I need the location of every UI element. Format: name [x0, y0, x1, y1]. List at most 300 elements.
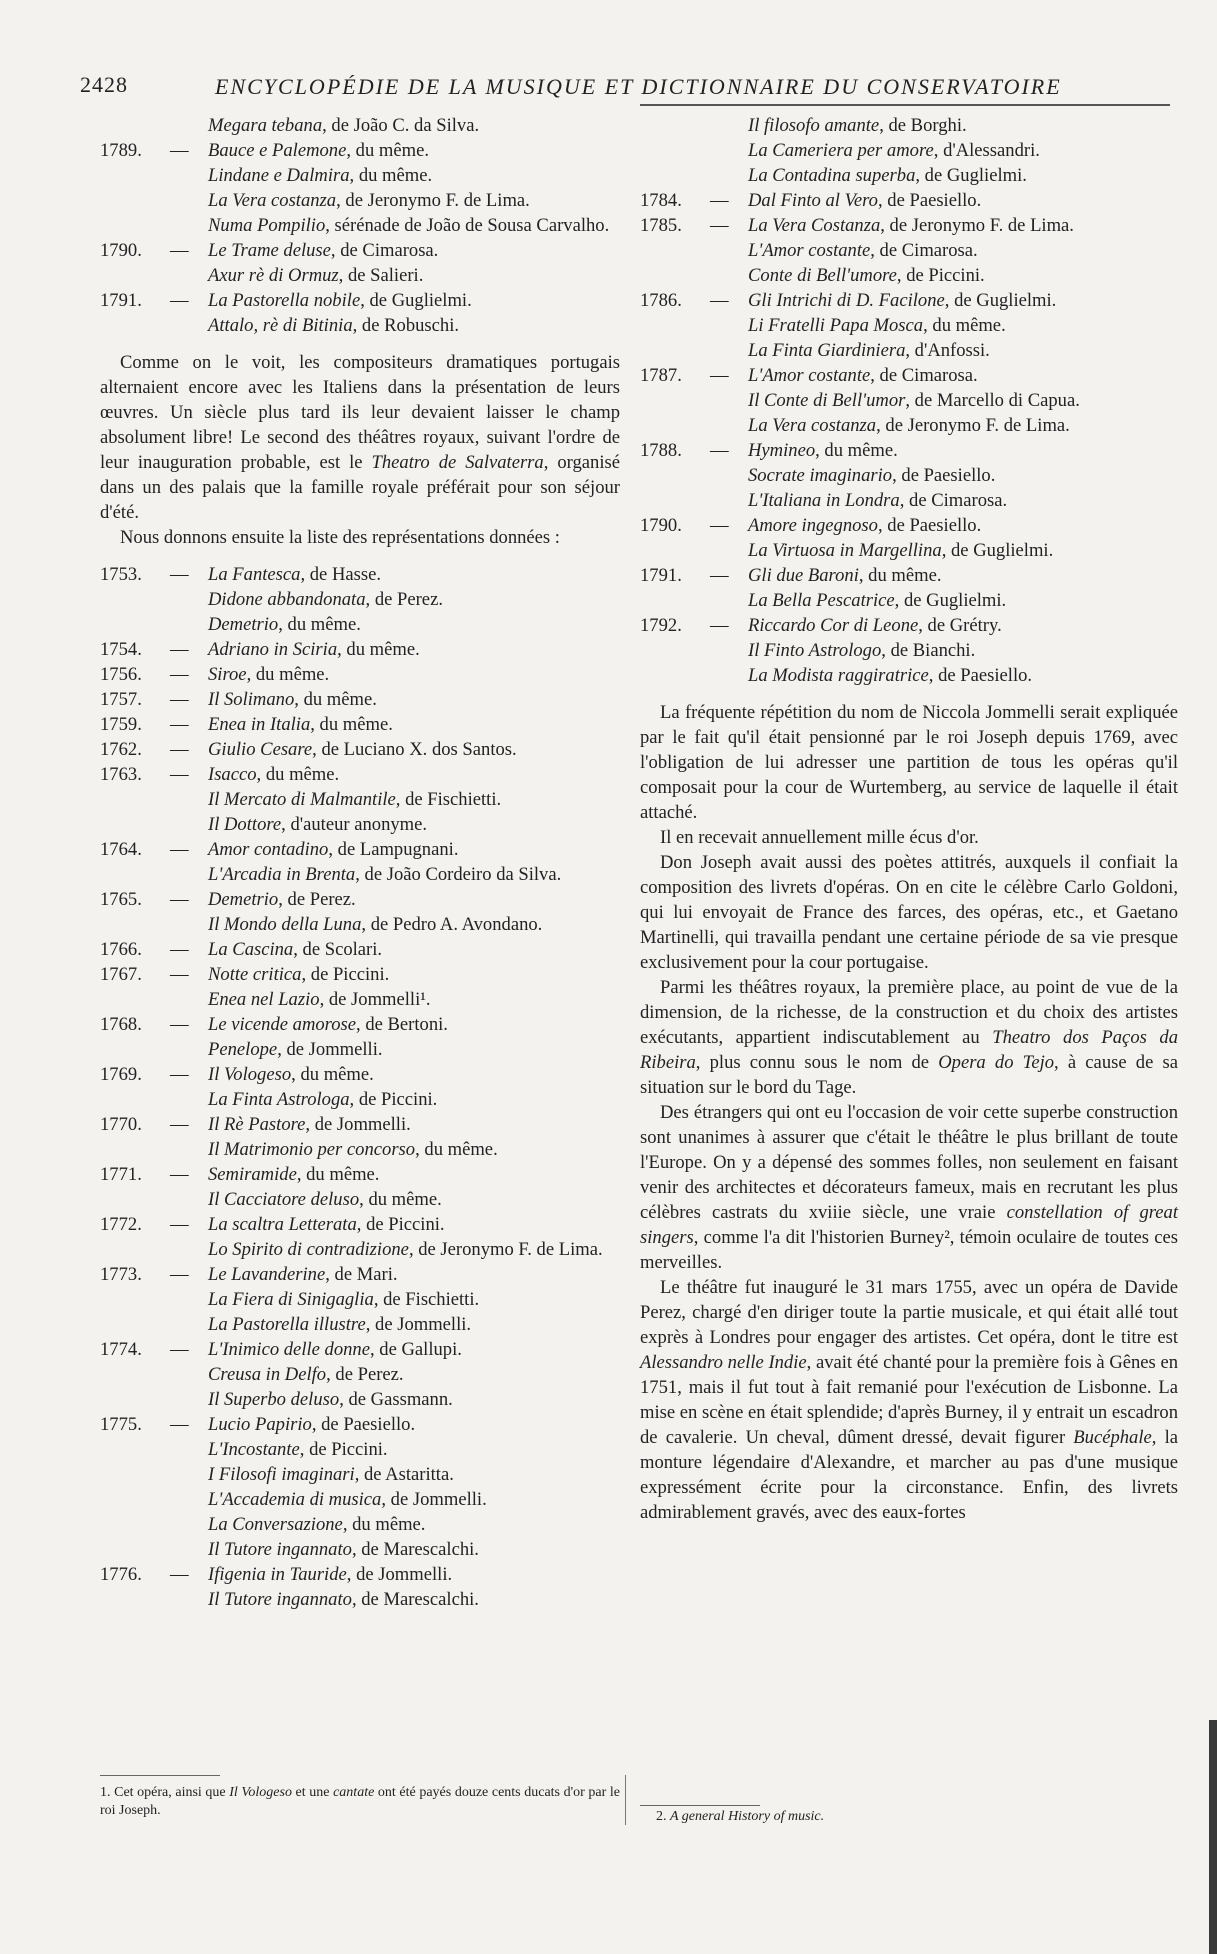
opera-title: La Vera costanza — [748, 415, 877, 436]
year-label: 1786. — [640, 290, 682, 311]
list-item — [100, 1062, 620, 1087]
list-item — [100, 1237, 620, 1262]
list-item — [100, 1587, 620, 1612]
composer-note: , du même. — [349, 165, 433, 186]
opera-title: Il Superbo deluso — [208, 1389, 340, 1410]
opera-title: La Pastorella nobile — [208, 290, 361, 311]
composer-note: , de Paesiello. — [892, 465, 996, 486]
opera-title: Megara tebana — [208, 115, 323, 136]
dash: — — [170, 939, 189, 960]
opera-title: Il Cacciatore deluso — [208, 1189, 360, 1210]
opera-title: Numa Pompilio — [208, 215, 326, 236]
dash: — — [170, 1264, 189, 1285]
year-label: 1756. — [100, 664, 142, 685]
opera-list-a — [100, 113, 620, 338]
opera-title: Notte critica — [208, 964, 302, 985]
opera-title: L'Italiana in Londra — [748, 490, 900, 511]
composer-note: , de Jommelli. — [346, 1564, 453, 1585]
opera-title: L'Arcadia in Brenta — [208, 864, 356, 885]
list-item — [100, 1187, 620, 1212]
list-item — [100, 887, 620, 912]
list-item — [100, 263, 620, 288]
paragraph: Des étrangers qui ont eu l'occasion de voir cette superbe construction sont unanimes à assurer que c'était le théâtre le plus brillant de toute l'Europe. On y a dépensé des sommes folles, non seulement en faisant venir des architectes et décorateurs fameux, mais en recrutant les plus célèbres castrats du xviiie siècle, une vraie constellation of great singers, comme l'a dit l'historien Burney², témoin oculaire de toutes ces merveilles. — [640, 1102, 1178, 1273]
composer-note: , de João C. da Silva. — [322, 115, 480, 136]
dash: — — [170, 1414, 189, 1435]
footnote-1: 1. Cet opéra, ainsi que Il Vologeso et une cantate ont été payés douze cents ducats d'or par le roi Joseph. — [100, 1785, 620, 1818]
composer-note: , d'auteur anonyme. — [281, 814, 428, 835]
opera-title: La Fiera di Sinigaglia — [208, 1289, 374, 1310]
dash: — — [170, 1339, 189, 1360]
opera-title: Giulio Cesare — [208, 739, 313, 760]
dash: — — [710, 565, 729, 586]
opera-title: I Filosofi imaginari — [208, 1464, 355, 1485]
opera-title: La Cameriera per amore — [748, 140, 934, 161]
list-item — [100, 1162, 620, 1187]
composer-note: , de Jommelli. — [381, 1489, 487, 1510]
year-label: 1771. — [100, 1164, 142, 1185]
list-item — [100, 1037, 620, 1062]
composer-note: , sérénade de João de Sousa Carvalho. — [325, 215, 610, 236]
composer-note: , de Jeronymo F. de Lima. — [880, 215, 1074, 236]
opera-title: La scaltra Letterata — [208, 1214, 357, 1235]
dash: — — [170, 764, 189, 785]
opera-title: Dal Finto al Vero — [748, 190, 878, 211]
page-number: 2428 — [80, 72, 128, 97]
composer-note: , du même. — [278, 614, 361, 635]
year-label: 1754. — [100, 639, 142, 660]
composer-note: , de Jeronymo F. de Lima. — [876, 415, 1070, 436]
dash: — — [710, 515, 729, 536]
composer-note: , du même. — [256, 764, 340, 785]
composer-note: , de Fischietti. — [373, 1289, 480, 1310]
opera-title: Le Lavanderine — [208, 1264, 326, 1285]
list-item — [100, 1112, 620, 1137]
paragraph: Don Joseph avait aussi des poètes attitrés, auxquels il confiait la composition des livrets d'opéras. On en cite le célèbre Carlo Goldoni, qui lui envoyait de France des farces, des opéras, etc., et Gaetano Martinelli, qui travailla pendant une certaine période de sa vie presque exclusivement pour la cour portugaise. — [640, 852, 1178, 973]
opera-title: Gli Intrichi di D. Facilone — [748, 290, 945, 311]
opera-title: Lindane e Dalmira — [208, 165, 350, 186]
list-item — [640, 463, 1178, 488]
composer-note: , de Jommelli¹. — [319, 989, 431, 1010]
opera-title: Riccardo Cor di Leone — [748, 615, 919, 636]
dash: — — [710, 615, 729, 636]
footnote-2: 2. A general History of music. — [656, 1809, 825, 1824]
opera-title: La Fantesca — [208, 564, 301, 585]
dash: — — [170, 240, 189, 261]
composer-note: , du même. — [858, 565, 942, 586]
dash: — — [170, 564, 189, 585]
composer-note: , du même. — [291, 1064, 374, 1085]
dash: — — [170, 739, 189, 760]
list-item — [100, 962, 620, 987]
year-label: 1764. — [100, 839, 142, 860]
dash: — — [710, 215, 729, 236]
list-item — [640, 663, 1178, 688]
list-item — [100, 1012, 620, 1037]
composer-note: , de Jeronymo F. de Lima. — [336, 190, 530, 211]
opera-title: L'Incostante — [208, 1439, 300, 1460]
composer-note: , de Cimarosa. — [870, 365, 978, 386]
list-item — [100, 787, 620, 812]
opera-title: Didone abbandonata — [208, 589, 366, 610]
list-item — [640, 438, 1178, 463]
list-item — [640, 263, 1178, 288]
list-item — [100, 687, 620, 712]
list-item — [640, 413, 1178, 438]
opera-title: Il Finto Astrologo — [748, 640, 882, 661]
opera-title: Amore ingegnoso — [748, 515, 878, 536]
list-item — [640, 238, 1178, 263]
opera-title: Semiramide — [208, 1164, 297, 1185]
composer-note: , du même. — [294, 689, 377, 710]
year-label: 1773. — [100, 1264, 142, 1285]
list-item — [640, 363, 1178, 388]
composer-note: , de Gassmann. — [339, 1389, 453, 1410]
opera-title: Lucio Papirio — [208, 1414, 312, 1435]
composer-note: , de Cimarosa. — [330, 240, 439, 261]
composer-note: , de Piccini. — [299, 1439, 388, 1460]
list-item — [100, 587, 620, 612]
year-label: 1768. — [100, 1014, 142, 1035]
list-item — [100, 1537, 620, 1562]
year-label: 1769. — [100, 1064, 142, 1085]
composer-note: , d'Anfossi. — [905, 340, 990, 361]
opera-title: Le vicende amorose — [208, 1014, 357, 1035]
year-label: 1785. — [640, 215, 682, 236]
year-label: 1759. — [100, 714, 142, 735]
opera-title: Enea nel Lazio — [208, 989, 320, 1010]
opera-title: La Modista raggiratrice — [748, 665, 929, 686]
composer-note: , du même. — [415, 1139, 498, 1160]
composer-note: , du même. — [296, 1164, 380, 1185]
list-item — [640, 638, 1178, 663]
list-item — [100, 837, 620, 862]
year-label: 1762. — [100, 739, 142, 760]
dash: — — [170, 964, 189, 985]
opera-title: Il Tutore ingannato — [208, 1589, 352, 1610]
opera-title: Hymineo — [748, 440, 816, 461]
list-item — [100, 1087, 620, 1112]
composer-note: , de Cimarosa. — [870, 240, 978, 261]
opera-title: Il Tutore ingannato — [208, 1539, 352, 1560]
dash: — — [710, 440, 729, 461]
list-item — [640, 588, 1178, 613]
list-item — [100, 1312, 620, 1337]
dash: — — [170, 290, 189, 311]
composer-note: , du même. — [346, 140, 429, 161]
opera-title: Attalo, rè di Bitinia — [208, 315, 353, 336]
composer-note: , de Piccini. — [301, 964, 390, 985]
composer-note: , de Guglielmi. — [360, 290, 472, 311]
composer-note: , de Gallupi. — [370, 1339, 462, 1360]
list-item — [640, 538, 1178, 563]
composer-note: , de Paesiello. — [928, 665, 1033, 686]
composer-note: , de Perez. — [365, 589, 443, 610]
list-item — [640, 163, 1178, 188]
composer-note: , de Perez. — [326, 1364, 404, 1385]
list-item — [640, 513, 1178, 538]
dash: — — [170, 1564, 189, 1585]
year-label: 1791. — [100, 290, 142, 311]
composer-note: , du même. — [923, 315, 1006, 336]
list-item — [640, 138, 1178, 163]
list-item — [640, 313, 1178, 338]
composer-note: , de Guglielmi. — [944, 290, 1057, 311]
opera-title: Lo Spirito di contradizione — [208, 1239, 409, 1260]
list-item — [100, 1337, 620, 1362]
opera-title: Siroe — [208, 664, 247, 685]
list-item — [100, 1362, 620, 1387]
opera-title: La Finta Giardiniera — [748, 340, 906, 361]
composer-note: , de Piccini. — [349, 1089, 438, 1110]
list-item — [100, 1262, 620, 1287]
opera-title: Il Mercato di Malmantile — [208, 789, 396, 810]
paragraph: La fréquente répétition du nom de Niccola Jommelli serait expliquée par le fait qu'il était pensionné par le roi Joseph depuis 1769, avec l'obligation de lui adresser une partition de tous les opéras qu'il composait pour la cour de Wurtemberg, au service de laquelle il était attaché. — [640, 702, 1178, 823]
dash: — — [170, 1064, 189, 1085]
composer-note: , de Hasse. — [300, 564, 382, 585]
paragraph: Le théâtre fut inauguré le 31 mars 1755, avec un opéra de Davide Perez, chargé d'en diriger toute la partie musicale, et qui était allé tout exprès à Londres pour engager des artistes. Cet opéra, dont le titre est Alessandro nelle Indie, avait été chanté pour la première fois à Gênes en 1751, mais il fut tout à fait remanié pour l'exécution de Lisbonne. La mise en scène en était splendide; d'après Burney, il y entrait un escadron de cavalerie. Un cheval, dûment dressé, devait figurer Bucéphale, la monture légendaire d'Alexandre, et marcher au pas d'une musique expressément écrite pour la circonstance. Enfin, des livrets admirablement gravés, avec des eaux-fortes — [640, 1277, 1178, 1523]
composer-note: , de Paesiello. — [877, 190, 982, 211]
dash: — — [710, 290, 729, 311]
footnote-rule — [100, 1775, 220, 1776]
composer-note: , du même. — [337, 639, 420, 660]
list-item — [100, 1462, 620, 1487]
paragraph: Parmi les théâtres royaux, la première place, au point de vue de la dimension, de la richesse, de la construction et du choix des artistes exécutants, appartient indiscutablement au Theatro dos Paços da Ribeira, plus connu sous le nom de Opera do Tejo, à cause de sa situation sur le bord du Tage. — [640, 977, 1178, 1098]
composer-note: , de Jommelli. — [305, 1114, 411, 1135]
opera-title: Demetrio — [208, 614, 279, 635]
opera-title: La Cascina — [208, 939, 294, 960]
paragraph: Nous donnons ensuite la liste des représentations données : — [120, 527, 560, 548]
dash: — — [170, 714, 189, 735]
dash: — — [170, 1014, 189, 1035]
opera-title: Ifigenia in Tauride — [208, 1564, 347, 1585]
list-item — [100, 113, 620, 138]
composer-note: , de Astaritta. — [354, 1464, 454, 1485]
dash: — — [170, 1164, 189, 1185]
opera-title: Conte di Bell'umore — [748, 265, 897, 286]
opera-title: Amor contadino — [208, 839, 329, 860]
composer-note: , d'Alessandri. — [933, 140, 1040, 161]
year-label: 1763. — [100, 764, 142, 785]
opera-title: Gli due Baroni — [748, 565, 859, 586]
year-label: 1787. — [640, 365, 682, 386]
opera-title: Il Rè Pastore — [208, 1114, 306, 1135]
list-item — [640, 113, 1178, 138]
year-label: 1765. — [100, 889, 142, 910]
opera-title: Il Solimano — [208, 689, 295, 710]
list-item — [640, 288, 1178, 313]
header-rule — [640, 104, 1170, 106]
opera-title: Isacco — [208, 764, 257, 785]
list-item — [640, 488, 1178, 513]
opera-title: Il Mondo della Luna — [208, 914, 362, 935]
composer-note: , de Fischietti. — [395, 789, 502, 810]
list-item — [100, 937, 620, 962]
opera-title: La Finta Astrologa — [208, 1089, 350, 1110]
list-item — [100, 562, 620, 587]
list-item — [100, 1137, 620, 1162]
opera-title: Demetrio — [208, 889, 279, 910]
composer-note: , de Paesiello. — [877, 515, 982, 536]
year-label: 1790. — [640, 515, 682, 536]
year-label: 1775. — [100, 1414, 142, 1435]
opera-title: La Bella Pescatrice — [748, 590, 895, 611]
column-divider — [625, 1775, 626, 1825]
opera-list-b — [100, 562, 620, 1612]
opera-title: Bauce e Palemone — [208, 140, 347, 161]
list-item — [640, 188, 1178, 213]
year-label: 1772. — [100, 1214, 142, 1235]
year-label: 1788. — [640, 440, 682, 461]
composer-note: , de Lampugnani. — [328, 839, 459, 860]
year-label: 1789. — [100, 140, 142, 161]
composer-note: , de Scolari. — [293, 939, 383, 960]
list-item — [100, 912, 620, 937]
opera-title: Penelope — [208, 1039, 278, 1060]
composer-note: , du même. — [815, 440, 898, 461]
list-item — [100, 1412, 620, 1437]
composer-note: , du même. — [246, 664, 330, 685]
composer-note: , de Marcello di Capua. — [905, 390, 1080, 411]
opera-title: Adriano in Sciria — [208, 639, 338, 660]
list-item — [100, 213, 620, 238]
dash: — — [710, 365, 729, 386]
composer-note: , du même. — [359, 1189, 442, 1210]
year-label: 1757. — [100, 689, 142, 710]
list-item — [640, 613, 1178, 638]
composer-note: , de Salieri. — [338, 265, 424, 286]
opera-title: Li Fratelli Papa Mosca — [748, 315, 924, 336]
list-item — [100, 188, 620, 213]
dash: — — [170, 639, 189, 660]
composer-note: , de Jeronymo F. de Lima. — [408, 1239, 603, 1260]
composer-note: , de Grétry. — [918, 615, 1002, 636]
list-item — [100, 637, 620, 662]
dash: — — [170, 1214, 189, 1235]
opera-title: L'Inimico delle donne — [208, 1339, 370, 1360]
list-item — [100, 288, 620, 313]
list-item — [100, 1487, 620, 1512]
year-label: 1792. — [640, 615, 682, 636]
composer-note: , de Borghi. — [879, 115, 967, 136]
composer-note: , de Guglielmi. — [915, 165, 1027, 186]
list-item — [100, 1437, 620, 1462]
opera-title: Il Vologeso — [208, 1064, 292, 1085]
opera-title: L'Amor costante — [748, 240, 871, 261]
opera-title: Il Dottore — [208, 814, 282, 835]
composer-note: , de Robuschi. — [352, 315, 460, 336]
list-item — [640, 563, 1178, 588]
opera-title: La Conversazione — [208, 1514, 343, 1535]
list-item — [100, 762, 620, 787]
dash: — — [170, 664, 189, 685]
composer-note: , de Perez. — [278, 889, 356, 910]
composer-note: , de Piccini. — [896, 265, 985, 286]
composer-note: , de João Cordeiro da Silva. — [355, 864, 562, 885]
left-column — [100, 113, 620, 1612]
opera-list-c — [640, 113, 1178, 688]
list-item — [100, 313, 620, 338]
dash: — — [710, 190, 729, 211]
list-item — [640, 213, 1178, 238]
composer-note: , de Bertoni. — [356, 1014, 448, 1035]
year-label: 1766. — [100, 939, 142, 960]
opera-title: La Virtuosa in Margellina — [748, 540, 942, 561]
year-label: 1753. — [100, 564, 142, 585]
year-label: 1774. — [100, 1339, 142, 1360]
opera-title: Il Conte di Bell'umor — [748, 390, 906, 411]
opera-title: Socrate imaginario — [748, 465, 893, 486]
list-item — [100, 1212, 620, 1237]
right-column — [640, 113, 1178, 1525]
opera-title: Le Trame deluse — [208, 240, 331, 261]
list-item — [100, 862, 620, 887]
running-title: ENCYCLOPÉDIE DE LA MUSIQUE ET DICTIONNAIRE DU CONSERVATOIRE — [215, 74, 1062, 99]
opera-title: La Pastorella illustre — [208, 1314, 366, 1335]
paragraph: Comme on le voit, les compositeurs dramatiques portugais alternaient encore avec les Italiens dans la présentation de leurs œuvres. Un siècle plus tard ils leur devaient laisser le champ absolument libre! Le second des théâtres royaux, suivant l'ordre de leur inauguration probable, est le Theatro de Salvaterra, organisé dans un des palais que la famille royale préférait pour son séjour d'été. — [100, 352, 621, 523]
list-item — [100, 812, 620, 837]
dash: — — [170, 140, 189, 161]
list-item — [100, 1387, 620, 1412]
list-item — [100, 662, 620, 687]
paragraph: Il en recevait annuellement mille écus d'or. — [660, 827, 979, 848]
list-item — [640, 388, 1178, 413]
composer-note: , du même. — [342, 1514, 426, 1535]
dash: — — [170, 689, 189, 710]
opera-title: La Contadina superba — [748, 165, 916, 186]
composer-note: , de Guglielmi. — [941, 540, 1054, 561]
composer-note: , de Guglielmi. — [894, 590, 1007, 611]
composer-note: , de Mari. — [325, 1264, 398, 1285]
list-item — [100, 1287, 620, 1312]
list-item — [100, 1512, 620, 1537]
composer-note: , de Bianchi. — [881, 640, 976, 661]
opera-title: L'Accademia di musica — [208, 1489, 382, 1510]
composer-note: , de Jommelli. — [277, 1039, 383, 1060]
opera-title: L'Amor costante — [748, 365, 871, 386]
composer-note: , de Luciano X. dos Santos. — [312, 739, 517, 760]
list-item — [100, 138, 620, 163]
dash: — — [170, 839, 189, 860]
composer-note: , de Marescalchi. — [351, 1539, 479, 1560]
list-item — [100, 163, 620, 188]
footnote-rule — [640, 1805, 760, 1806]
opera-title: La Vera costanza — [208, 190, 337, 211]
opera-title: Il filosofo amante — [748, 115, 880, 136]
year-label: 1767. — [100, 964, 142, 985]
list-item — [100, 1562, 620, 1587]
composer-note: , du même. — [310, 714, 393, 735]
composer-note: , de Marescalchi. — [351, 1589, 479, 1610]
opera-title: Creusa in Delfo — [208, 1364, 327, 1385]
opera-title: Enea in Italia — [208, 714, 311, 735]
year-label: 1770. — [100, 1114, 142, 1135]
opera-title: La Vera Costanza — [748, 215, 881, 236]
year-label: 1776. — [100, 1564, 142, 1585]
dash: — — [170, 889, 189, 910]
opera-title: Axur rè di Ormuz — [208, 265, 339, 286]
composer-note: , de Piccini. — [356, 1214, 445, 1235]
composer-note: , de Cimarosa. — [899, 490, 1008, 511]
list-item — [640, 338, 1178, 363]
page-edge — [1209, 1720, 1217, 1954]
year-label: 1791. — [640, 565, 682, 586]
list-item — [100, 612, 620, 637]
dash: — — [170, 1114, 189, 1135]
list-item — [100, 987, 620, 1012]
list-item — [100, 737, 620, 762]
opera-title: Il Matrimonio per concorso — [208, 1139, 416, 1160]
composer-note: , de Paesiello. — [311, 1414, 416, 1435]
